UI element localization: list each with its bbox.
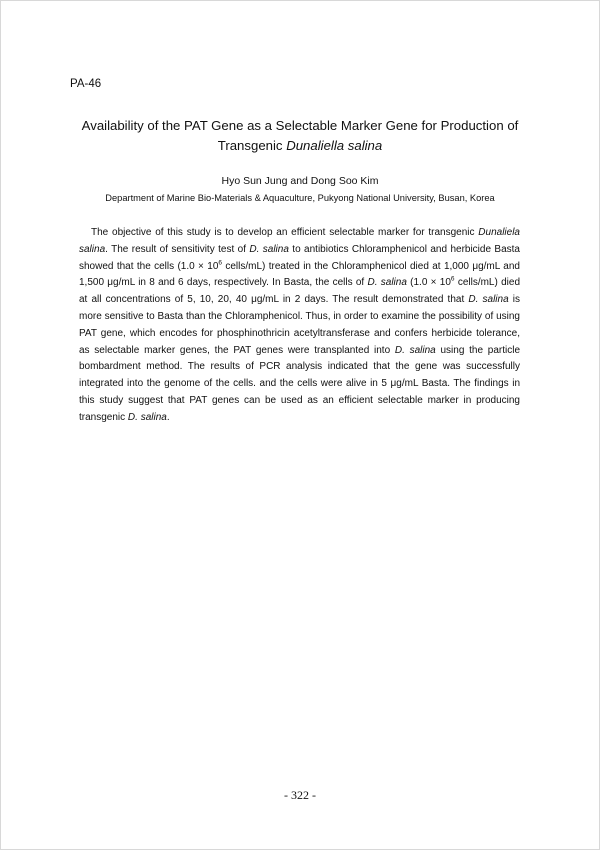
abstract-text: (1.0 × 10 xyxy=(406,277,451,289)
abstract-text: . The result of sensitivity test of xyxy=(105,243,250,255)
species-name: D. salina xyxy=(127,411,167,423)
exponent: 6 xyxy=(218,259,222,267)
title-species-name: Dunaliella salina xyxy=(286,138,383,153)
abstract-body xyxy=(79,225,520,427)
page-number: - 322 - xyxy=(284,788,316,802)
exponent: 6 xyxy=(450,276,455,284)
abstract-text: cells/mL) treated in the Chloramphenicol died at 1,000 μg/mL and 1,500 μg/mL in 8 and 6 days, respectively. In Basta, the cells of xyxy=(79,260,520,289)
abstract-text: . xyxy=(166,411,170,423)
author-affiliation: Department of Marine Bio-Materials & Aquaculture, Pukyong National University, Busan, Korea xyxy=(105,193,495,203)
abstract-text: The objective of this study is to develop an efficient selectable marker for transgenic xyxy=(91,227,479,238)
abstract-text: is more sensitive to Basta than the Chloramphenicol. Thus, in order to examine the possibility of using PAT gene, which encodes for phosphinothricin acetyltransferase and confers herbicide tolerance, as selectable marker genes, the PAT genes were transplanted into xyxy=(79,294,520,356)
species-name: D. salina xyxy=(367,277,407,289)
abstract-code: PA-46 xyxy=(70,78,102,90)
species-name: D. salina xyxy=(468,294,509,306)
abstract-text: cells/mL) died at all concentrations of 5, 10, 20, 40 μg/mL in 2 days. The result demonstrated that xyxy=(79,277,521,306)
abstract-text: using the particle bombardment method. The results of PCR analysis indicated that the gene was successfully integrated into the genome of the cells. and the cells were alive in 5 μg/mL Basta. The findings in this study suggest that PAT genes can be used as an efficient selectable marker in producing transgenic xyxy=(79,344,521,423)
paper-title xyxy=(60,116,540,156)
species-name: Dunaliela salina xyxy=(79,227,520,255)
title-line-2 xyxy=(60,136,540,156)
title-line-1: Availability of the PAT Gene as a Selectable Marker Gene for Production of xyxy=(81,118,519,133)
author-list: Hyo Sun Jung and Dong Soo Kim xyxy=(221,175,379,187)
title-line-2-prefix: Transgenic xyxy=(217,138,287,153)
species-name: D. salina xyxy=(249,243,289,255)
abstract-text: to antibiotics Chloramphenicol and herbicide Basta showed that the cells (1.0 × 10 xyxy=(79,243,520,272)
species-name: D. salina xyxy=(394,344,436,356)
